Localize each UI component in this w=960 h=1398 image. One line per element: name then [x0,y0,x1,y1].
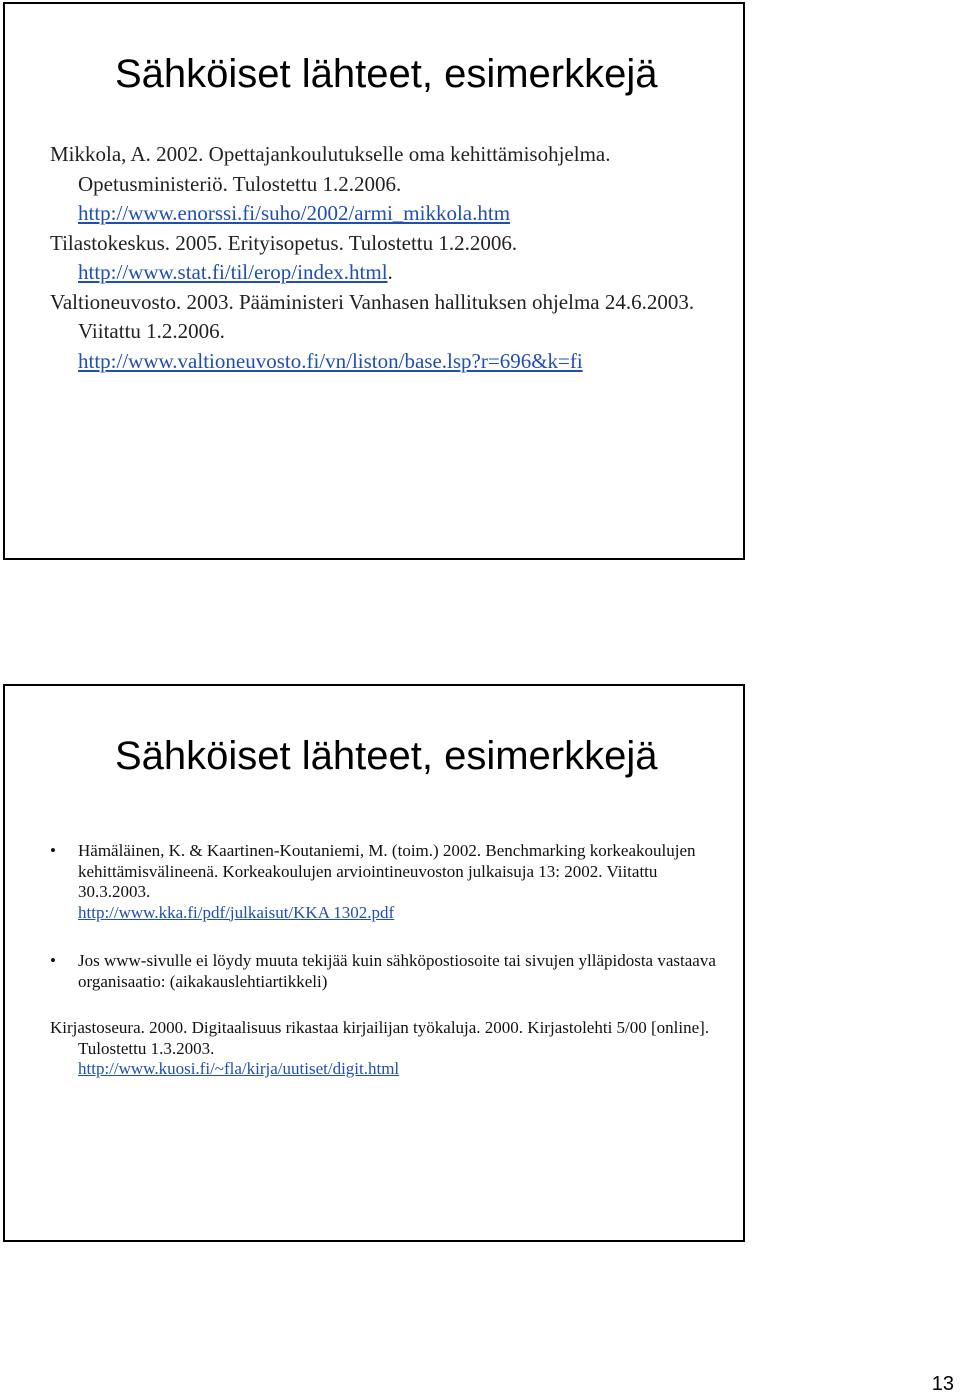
reference-text: Kirjastoseura. 2000. Digitaalisuus rikastaa kirjailijan työkaluja. 2000. Kirjastolehti 5/00 [online]. Tulostettu 1.3.2003. [50,1018,710,1058]
slide-1 [3,2,745,560]
slide-2 [3,684,745,1242]
reference-text: Tilastokeskus. 2005. Erityisopetus. Tulostettu 1.2.2006. [50,230,518,255]
bullet-link[interactable]: http://www.kka.fi/pdf/julkaisut/KKA 1302.pdf [78,902,395,922]
reference-kirjastoseura [50,1018,720,1080]
reference-text: Valtioneuvosto. 2003. Pääministeri Vanhasen hallituksen ohjelma 24.6.2003. Viitattu 1.2.2006. [50,289,695,343]
slide-2-title: Sähköiset lähteet, esimerkkejä [115,734,658,778]
reference-text: Mikkola, A. 2002. Opettajankoulutukselle oma kehittämisohjelma. Opetusministeriö. Tulostettu 1.2.2006. [50,142,611,196]
slide-2-reference-list [50,841,720,1080]
bullet-icon: • [50,841,56,860]
reference-mikkola [50,140,730,229]
bullet-item-note [50,951,720,992]
reference-link[interactable]: http://www.valtioneuvosto.fi/vn/liston/base.lsp?r=696&k=fi [78,348,583,373]
reference-link[interactable]: http://www.stat.fi/til/erop/index.html [78,260,388,284]
reference-link[interactable]: http://www.enorssi.fi/suho/2002/armi_mikkola.htm [78,201,511,225]
reference-valtioneuvosto [50,288,730,377]
reference-tilastokeskus [50,229,730,288]
reference-punctuation: . [387,260,393,284]
bullet-text: Jos www-sivulle ei löydy muuta tekijää kuin sähköpostiosoite tai sivujen ylläpidosta vastaava organisaatio: (aikakauslehtiartikkeli) [78,951,716,991]
bullet-item-hamalainen [50,841,720,923]
bullet-icon: • [50,951,56,970]
bullet-text: Hämäläinen, K. & Kaartinen-Koutaniemi, M. (toim.) 2002. Benchmarking korkeakoulujen kehittämisvälineenä. Korkeakoulujen arviointineuvoston julkaisuja 13: 2002. Viitattu 30.3.2003. [78,841,696,901]
slide-1-reference-list [50,140,730,376]
slide-1-title: Sähköiset lähteet, esimerkkejä [115,52,658,96]
reference-link[interactable]: http://www.kuosi.fi/~fla/kirja/uutiset/digit.html [78,1059,400,1078]
page-number: 13 [931,1373,954,1395]
